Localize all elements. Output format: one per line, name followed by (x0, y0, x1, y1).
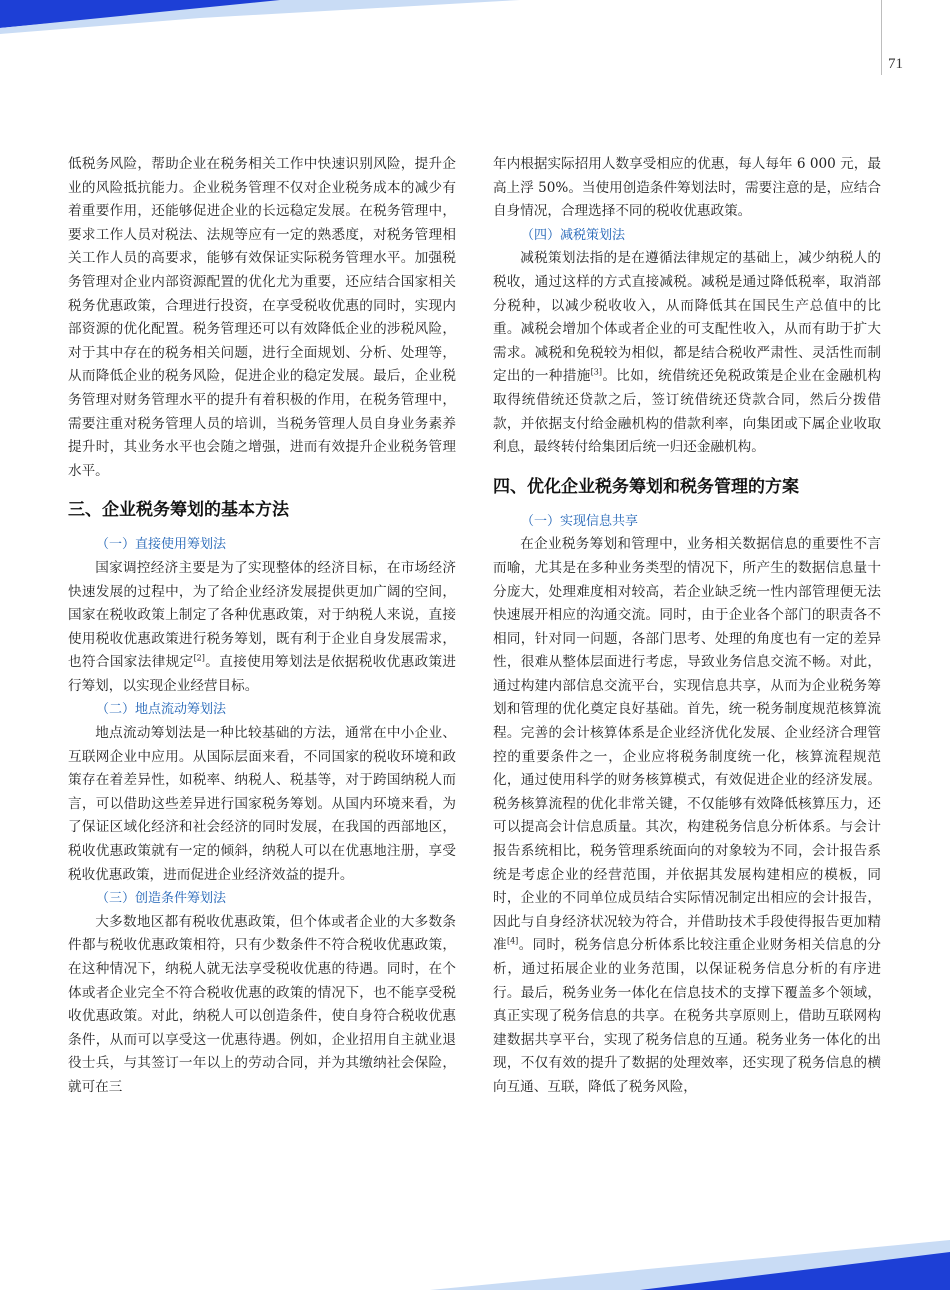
continuation-paragraph: 年内根据实际招用人数享受相应的优惠，每人每年 6 000 元，最高上浮 50%。当使用创造条件筹划法时，需要注意的是，应结合自身情况，合理选择不同的税收优惠政策。 (493, 156, 881, 220)
subsection-1-text-a: 国家调控经济主要是为了实现整体的经济目标，在市场经济快速发展的过程中，为了给企业经济发展提供更加广阔的空间，国家在税收政策上制定了各种优惠政策，对于纳税人来说，直接使用税收优惠政策进行税务筹划，既有利于企业自身发展需求，也符合国家法律规定 (68, 559, 456, 671)
subsection-3-paragraph: 大多数地区都有税收优惠政策，但个体或者企业的大多数条件都与税收优惠政策相符，只有少数条件不符合税收优惠政策，在这种情况下，纳税人就无法享受税收优惠的待遇。同时，在个体或者企业完全不符合税收优惠的政策的情况下，也不能享受税收优惠政策。对此，纳税人可以创造条件，使自身符合税收优惠条件，从而可以享受这一优惠待遇。例如，企业招用自主就业退役士兵，与其签订一年以上的劳动合同，并为其缴纳社会保险，就可在三 (68, 913, 456, 1095)
subsection-5-paragraph (493, 533, 881, 1099)
reference-3: [3] (590, 367, 602, 377)
subsection-5-text-a: 在企业税务筹划和管理中，业务相关数据信息的重要性不言而喻，尤其是在多种业务类型的情况下，所产生的数据信息量十分庞大，处理难度相对较高，若企业缺乏统一性内部管理便无法快速展开相应的沟通交流。同时，由于企业各个部门的职责各不相同，针对同一问题，各部门思考、处理的角度也有一定的差异性，很难从整体层面进行考虑，导致业务信息交流不畅。对此，通过构建内部信息交流平台，实现信息共享，从而为企业税务筹划和管理的优化奠定良好基础。首先，统一税务制度规范核算流程。完善的会计核算体系是企业经济优化发展、企业经济合理管控的重要条件之一，企业应将税务制度统一化，核算流程规范化，通过使用科学的财务核算模式，有效促进企业的经济发展。税务核算流程的优化非常关键，不仅能够有效降低核算压力，还可以提高会计信息质量。其次，构建税务信息分析体系。与会计报告系统相比，税务管理系统面向的对象较为不同，会计报告系统是考虑企业的经营范围，并依据其发展构建相应的模板，同时，企业的不同单位成员结合实际情况制定出相应的会计报告，因此与自身经济状况较为符合，并借助技术手段使得报告更加精准 (493, 536, 881, 954)
subsection-5-heading: （一）实现信息共享 (521, 513, 639, 529)
intro-paragraph: 低税务风险，帮助企业在税务相关工作中快速识别风险，提升企业的风险抵抗能力。企业税务管理不仅对企业税务成本的减少有着重要作用，还能够促进企业的长远稳定发展。在税务管理中，要求工作人员对税法、法规等应有一定的熟悉度，对税务管理相关工作人员的高要求，能够有效保证实际税务管理水平。加强税务管理对企业内部资源配置的优化尤为重要，还应结合国家相关税务优惠政策，合理进行投资，在享受税收优惠的同时，实现内部资源的优化配置。税务管理还可以有效降低企业的涉税风险，对于其中存在的税务相关问题，进行全面规划、分析、处理等，从而降低企业的税务风险，促进企业的稳定发展。最后，企业税务管理对财务管理水平的提升有着积极的作用，在税务管理中，需要注重对税务管理人员的培训，当税务管理人员自身业务素养提升时，其业务水平也会随之增强，进而有效提升企业税务管理水平。 (68, 156, 456, 479)
page-number: 71 (888, 56, 903, 72)
section-3-heading: 三、企业税务筹划的基本方法 (68, 500, 289, 521)
right-column (493, 153, 881, 1100)
subsection-4-text-a: 减税策划法指的是在遵循法律规定的基础上，减少纳税人的税收，通过这样的方式直接减税。减税是通过降低税率，取消部分税种，以减少税收收入，从而降低其在国民生产总值中的比重。减税会增加个体或者企业的可支配性收入，从而有助于扩大需求。减税和免税较为相似，都是结合税收严肃性、灵活性而制定出的一种措施 (493, 250, 881, 385)
subsection-5-text-b: 。同时，税务信息分析体系比较注重企业财务相关信息的分析，通过拓展企业的业务范围，以保证税务信息分析的有序进行。最后，税务业务一体化在信息技术的支撑下覆盖多个领域，真正实现了税务信息的共享。在税务共享原则上，借助互联网构建数据共享平台，实现了税务信息的互通。税务业务一体化的出现，不仅有效的提升了数据的处理效率，还实现了税务信息的横向互通、互联，降低了税务风险， (493, 937, 882, 1095)
top-decorative-band (0, 0, 950, 60)
subsection-4-paragraph (493, 247, 881, 459)
subsection-1-heading: （一）直接使用筹划法 (96, 537, 227, 553)
section-4-heading: 四、优化企业税务筹划和税务管理的方案 (493, 476, 799, 497)
bottom-decorative-band (0, 1210, 950, 1290)
subsection-4-heading: （四）减税策划法 (521, 227, 626, 243)
reference-2: [2] (193, 653, 205, 663)
subsection-1-text-b: 。直接使用筹划法是依据税收优惠政策进行筹划，以实现企业经营目标。 (68, 654, 457, 694)
subsection-2-heading: （二）地点流动筹划法 (96, 702, 227, 718)
left-column (68, 153, 456, 1100)
page-number-divider (881, 0, 882, 75)
subsection-1-paragraph (68, 557, 456, 699)
subsection-3-heading: （三）创造条件筹划法 (96, 891, 227, 907)
reference-4: [4] (506, 936, 519, 946)
subsection-2-paragraph: 地点流动筹划法是一种比较基础的方法，通常在中小企业、互联网企业中应用。从国际层面来看，不同国家的税收环境和政策存在着差异性，如税率、纳税人、税基等，对于跨国纳税人而言，可以借助这些差异进行国家税务筹划。从国内环境来看，为了保证区域化经济和社会经济的同时发展，在我国的西部地区，税收优惠政策就有一定的倾斜，纳税人可以在优惠地注册，享受税收优惠政策，进而促进企业经济效益的提升。 (68, 725, 456, 883)
subsection-4-text-b: 。比如，统借统还免税政策是企业在金融机构取得统借统还贷款之后，签订统借统还贷款合同，然后分拨借款，并依据支付给金融机构的借款利率，向集团或下属企业收取利息，最终转付给集团后统一归还金融机构。 (493, 368, 882, 456)
